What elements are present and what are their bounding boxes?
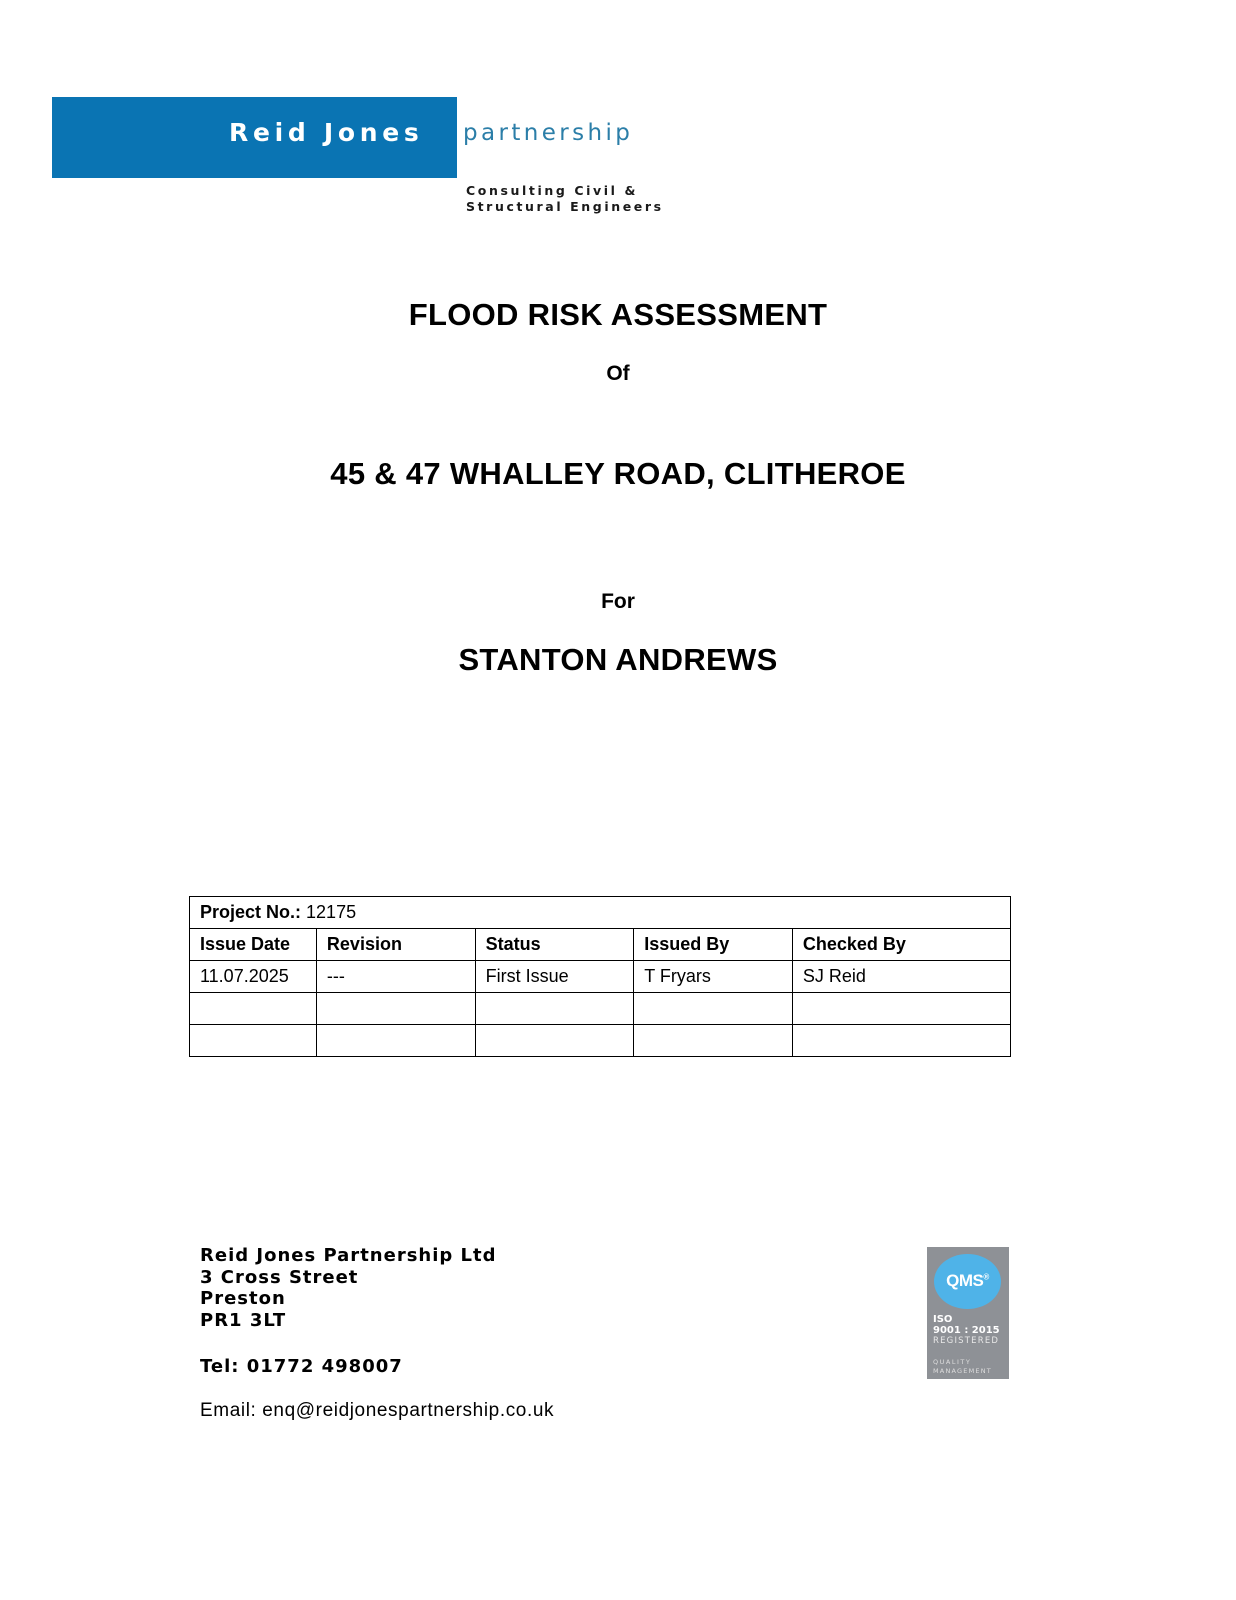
header-checked-by: Checked By: [792, 929, 1010, 961]
telephone-number: Tel: 01772 498007: [200, 1356, 403, 1377]
header-revision: Revision: [316, 929, 475, 961]
header-issue-date: Issue Date: [190, 929, 317, 961]
client-name: STANTON ANDREWS: [458, 642, 778, 677]
cell-issue-date: [190, 993, 317, 1025]
header-status: Status: [475, 929, 634, 961]
cell-revision: [316, 993, 475, 1025]
qms-logo-icon: [934, 1254, 1001, 1309]
cell-checked-by: [792, 993, 1010, 1025]
qms-logo-text: QMS: [946, 1271, 984, 1290]
header-issued-by: Issued By: [634, 929, 793, 961]
issue-table: [189, 896, 1011, 1057]
logo-tagline-line-2: Structural Engineers: [466, 199, 664, 214]
address-street: 3 Cross Street: [200, 1266, 359, 1288]
qms-iso-badge: [927, 1247, 1009, 1379]
cell-issued-by: [634, 1025, 793, 1057]
cell-checked-by: SJ Reid: [792, 961, 1010, 993]
cell-issued-by: [634, 993, 793, 1025]
cell-issued-by: T Fryars: [634, 961, 793, 993]
cell-status: First Issue: [475, 961, 634, 993]
cell-revision: [316, 1025, 475, 1057]
qms-registered-mark: ®: [983, 1272, 989, 1282]
document-title: FLOOD RISK ASSESSMENT: [408, 297, 828, 332]
address-town: Preston: [200, 1288, 286, 1309]
cell-revision: ---: [316, 961, 475, 993]
qms-quality: QUALITY: [933, 1358, 972, 1366]
logo-partnership-word: partnership: [463, 120, 634, 146]
project-number-label: Project No.:: [200, 902, 302, 922]
qms-standard: 9001 : 2015: [933, 1325, 1000, 1336]
table-row: [190, 993, 1011, 1025]
table-row: [190, 1025, 1011, 1057]
company-address: [200, 1245, 497, 1331]
qms-management: MANAGEMENT: [933, 1367, 992, 1375]
email-address: Email: enq@reidjonespartnership.co.uk: [200, 1400, 555, 1421]
qms-iso-label: ISO: [933, 1314, 953, 1325]
project-number-cell: [190, 897, 1011, 929]
qms-registered: REGISTERED: [933, 1336, 1000, 1346]
cell-issue-date: [190, 1025, 317, 1057]
address-postcode: PR1 3LT: [200, 1309, 287, 1331]
logo-tagline-line-1: Consulting Civil &: [466, 183, 638, 198]
of-label: Of: [606, 362, 630, 385]
site-address: 45 & 47 WHALLEY ROAD, CLITHEROE: [330, 456, 906, 491]
for-label: For: [601, 590, 635, 613]
cell-status: [475, 1025, 634, 1057]
project-number-value: 12175: [306, 902, 357, 922]
cell-checked-by: [792, 1025, 1010, 1057]
project-row: [190, 897, 1011, 929]
logo-tagline: [466, 183, 664, 215]
table-row: [190, 961, 1011, 993]
cell-issue-date: 11.07.2025: [190, 961, 317, 993]
company-name: Reid Jones Partnership Ltd: [200, 1245, 497, 1266]
table-header-row: [190, 929, 1011, 961]
cell-status: [475, 993, 634, 1025]
logo-company-name: Reid Jones: [229, 118, 424, 147]
